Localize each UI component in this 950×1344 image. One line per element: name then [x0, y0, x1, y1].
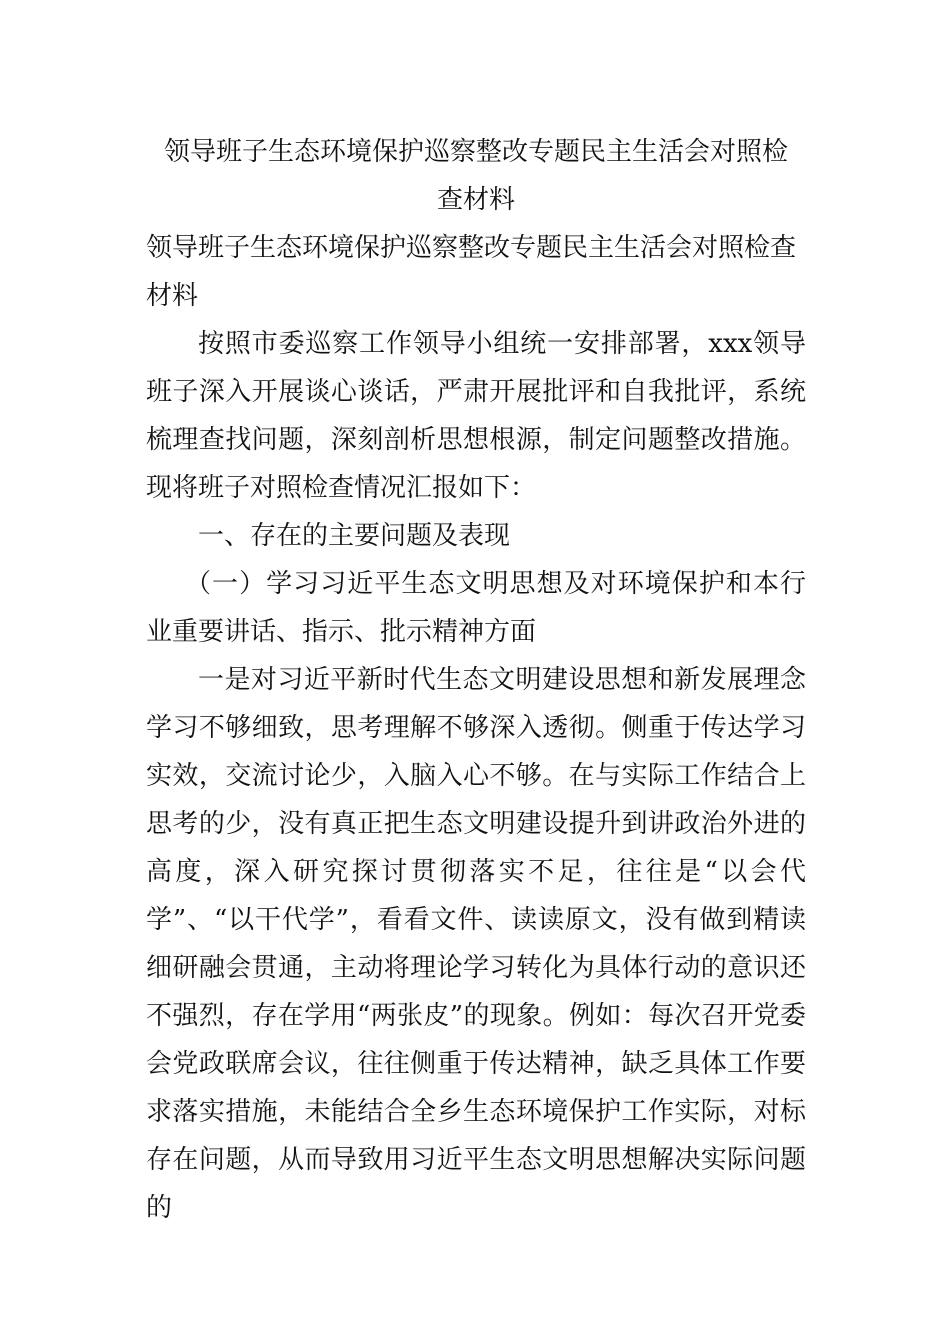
document-title: 领导班子生态环境保护巡察整改专题民主生活会对照检查材料: [163, 137, 788, 215]
section-heading: 一、存在的主要问题及表现: [198, 521, 511, 551]
document-subtitle: 领导班子生态环境保护巡察整改专题民主生活会对照检查材料: [146, 233, 797, 311]
document-body: [146, 128, 806, 1232]
subsection-heading: （一）学习习近平生态文明思想及对环境保护和本行业重要讲话、指示、批示精神方面: [146, 569, 806, 647]
intro-paragraph: 按照市委巡察工作领导小组统一安排部署，xxx领导班子深入开展谈心谈话，严肃开展批评和自我批评，系统梳理查找问题，深刻剖析思想根源，制定问题整改措施。现将班子对照检查情况汇报如下：: [146, 329, 806, 503]
body-paragraph: 一是对习近平新时代生态文明建设思想和新发展理念学习不够细致，思考理解不够深入透彻。侧重于传达学习实效，交流讨论少，入脑入心不够。在与实际工作结合上思考的少，没有真正把生态文明建设提升到讲政治外进的高度，深入研究探讨贯彻落实不足，往往是“以会代学”、“以干代学”，看看文件、读读原文，没有做到精读细研融会贯通，主动将理论学习转化为具体行动的意识还不强烈，存在学用“两张皮”的现象。例如：每次召开党委会党政联席会议，往往侧重于传达精神，缺乏具体工作要求落实措施，未能结合全乡生态环境保护工作实际，对标存在问题，从而导致用习近平生态文明思想解决实际问题的: [146, 665, 806, 1223]
